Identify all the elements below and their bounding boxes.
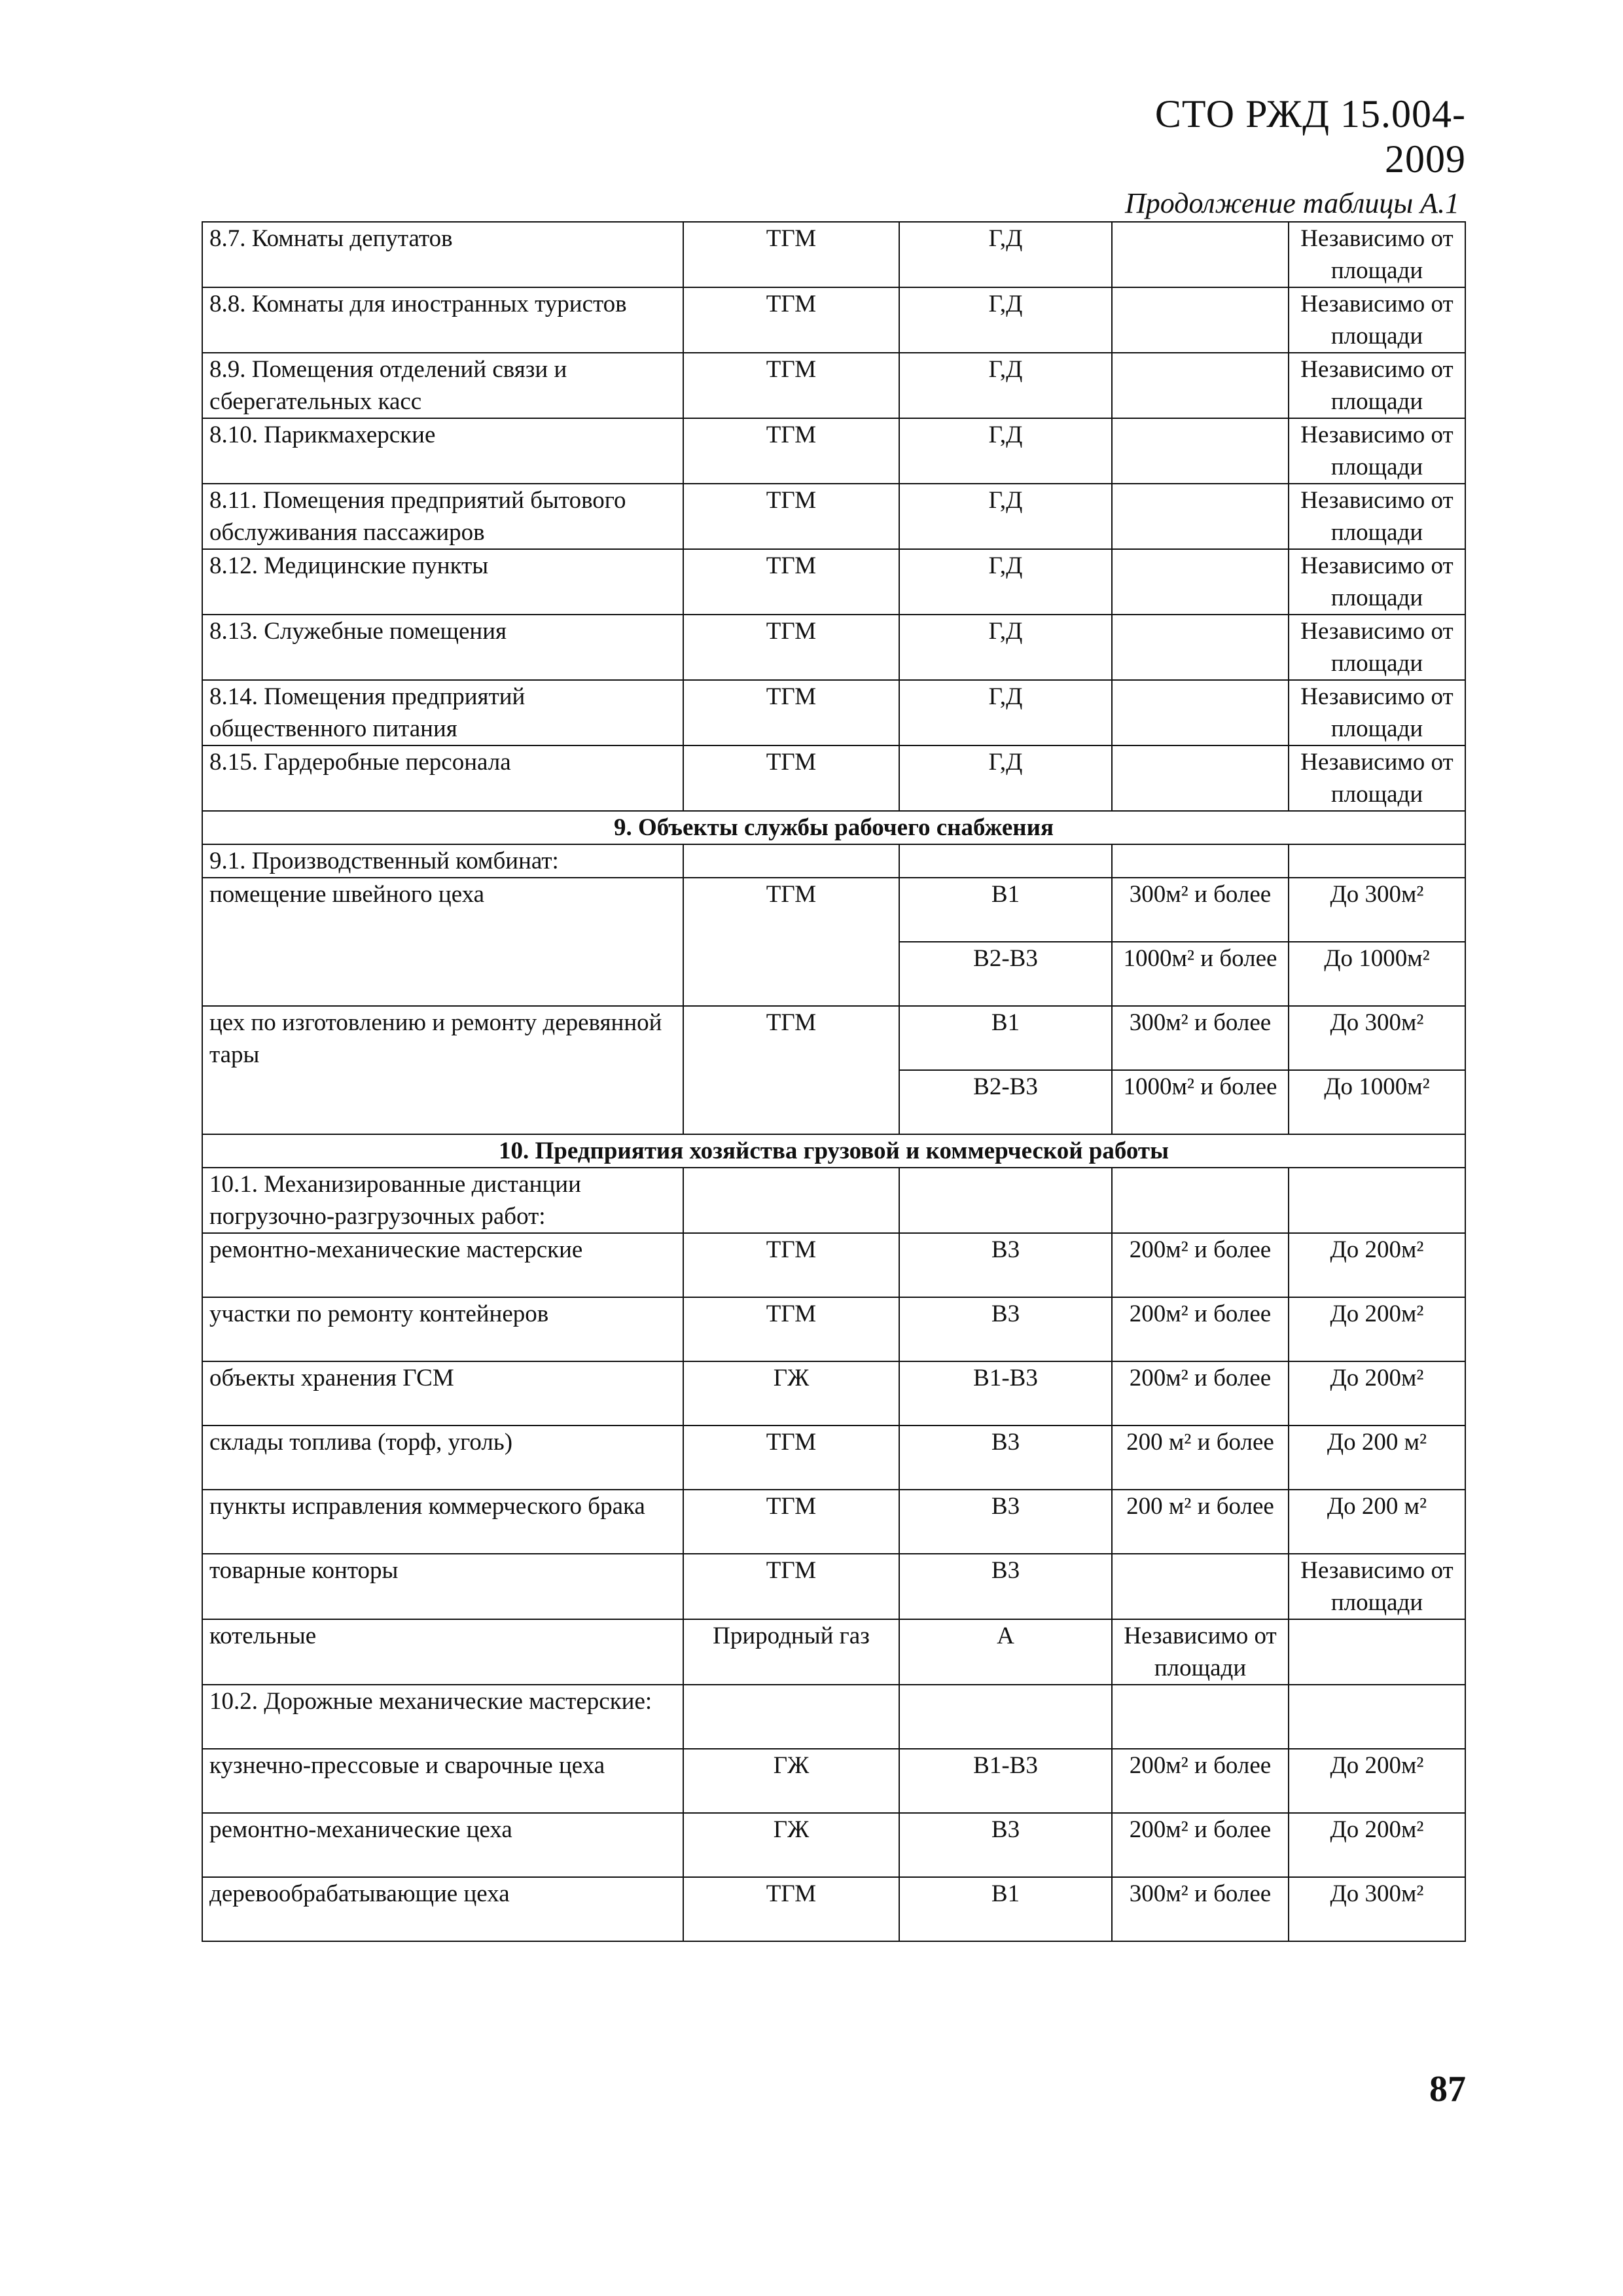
object-name-cell: кузнечно-прессовые и сварочные цеха	[202, 1749, 683, 1813]
category-cell: Г,Д	[899, 745, 1112, 811]
object-name-cell: 8.7. Комнаты депутатов	[202, 222, 683, 287]
area-threshold-cell: 1000м² и более	[1112, 1070, 1289, 1134]
extinguishing-agent-cell: ТГМ	[683, 680, 899, 745]
category-cell	[899, 1685, 1112, 1749]
category-cell	[899, 1168, 1112, 1233]
object-name-cell: 10.2. Дорожные механические мастерские:	[202, 1685, 683, 1749]
area-range-cell: До 200 м²	[1289, 1426, 1465, 1490]
area-range-cell: Независимо от площади	[1289, 549, 1465, 615]
area-range-cell: Независимо от площади	[1289, 353, 1465, 418]
area-threshold-cell	[1112, 1685, 1289, 1749]
object-name-cell: деревообрабатывающие цеха	[202, 1877, 683, 1941]
area-range-cell: До 300м²	[1289, 1006, 1465, 1070]
area-range-cell: Независимо от площади	[1289, 1554, 1465, 1619]
table-row	[202, 1361, 1465, 1426]
object-name-cell: 8.10. Парикмахерские	[202, 418, 683, 484]
object-name-cell: 8.14. Помещения предприятий общественного питания	[202, 680, 683, 745]
extinguishing-agent-cell: ГЖ	[683, 1361, 899, 1426]
object-name-cell: участки по ремонту контейнеров	[202, 1297, 683, 1361]
table-row	[202, 418, 1465, 484]
fire-extinguishing-table	[202, 221, 1465, 1942]
extinguishing-agent-cell: ТГМ	[683, 1490, 899, 1554]
area-threshold-cell: 300м² и более	[1112, 1006, 1289, 1070]
category-cell: В3	[899, 1233, 1112, 1297]
area-range-cell: До 300м²	[1289, 1877, 1465, 1941]
table-row	[202, 1619, 1465, 1685]
object-name-cell: цех по изготовлению и ремонту деревянной тары	[202, 1006, 683, 1134]
extinguishing-agent-cell: ТГМ	[683, 878, 899, 1006]
area-range-cell: До 200м²	[1289, 1813, 1465, 1877]
extinguishing-agent-cell	[683, 844, 899, 878]
object-name-cell: ремонтно-механические мастерские	[202, 1233, 683, 1297]
extinguishing-agent-cell	[683, 1168, 899, 1233]
extinguishing-agent-cell: ТГМ	[683, 1877, 899, 1941]
object-name-cell: 8.13. Служебные помещения	[202, 615, 683, 680]
area-threshold-cell	[1112, 1554, 1289, 1619]
extinguishing-agent-cell: ТГМ	[683, 1426, 899, 1490]
category-cell: В1-В3	[899, 1749, 1112, 1813]
extinguishing-agent-cell: Природный газ	[683, 1619, 899, 1685]
area-range-cell: До 200м²	[1289, 1233, 1465, 1297]
category-cell: Г,Д	[899, 353, 1112, 418]
table-row	[202, 353, 1465, 418]
table-row	[202, 484, 1465, 549]
section-row	[202, 1134, 1465, 1168]
object-name-cell: помещение швейного цеха	[202, 878, 683, 1006]
area-range-cell: До 200м²	[1289, 1749, 1465, 1813]
area-range-cell: Независимо от площади	[1289, 484, 1465, 549]
section-row	[202, 811, 1465, 844]
table-row	[202, 1813, 1465, 1877]
area-range-cell: До 200м²	[1289, 1297, 1465, 1361]
area-threshold-cell: 300м² и более	[1112, 1877, 1289, 1941]
area-threshold-cell: 200м² и более	[1112, 1749, 1289, 1813]
area-threshold-cell: 300м² и более	[1112, 878, 1289, 942]
area-range-cell	[1289, 844, 1465, 878]
category-cell: Г,Д	[899, 549, 1112, 615]
area-range-cell: До 1000м²	[1289, 942, 1465, 1006]
category-cell: В3	[899, 1297, 1112, 1361]
object-name-cell: 10.1. Механизированные дистанции погрузочно-разгрузочных работ:	[202, 1168, 683, 1233]
area-threshold-cell	[1112, 418, 1289, 484]
category-cell: В1	[899, 1877, 1112, 1941]
category-cell: В3	[899, 1554, 1112, 1619]
category-cell: Г,Д	[899, 680, 1112, 745]
object-name-cell: 8.9. Помещения отделений связи и сберегательных касс	[202, 353, 683, 418]
area-threshold-cell	[1112, 1168, 1289, 1233]
object-name-cell: 8.12. Медицинские пункты	[202, 549, 683, 615]
category-cell: В2-В3	[899, 1070, 1112, 1134]
object-name-cell: котельные	[202, 1619, 683, 1685]
category-cell	[899, 844, 1112, 878]
table-row	[202, 1685, 1465, 1749]
area-range-cell	[1289, 1619, 1465, 1685]
table-row	[202, 1297, 1465, 1361]
area-range-cell: До 300м²	[1289, 878, 1465, 942]
area-range-cell: Независимо от площади	[1289, 615, 1465, 680]
object-name-cell: 8.11. Помещения предприятий бытового обслуживания пассажиров	[202, 484, 683, 549]
area-threshold-cell	[1112, 615, 1289, 680]
table-row	[202, 1490, 1465, 1554]
section-title: 10. Предприятия хозяйства грузовой и коммерческой работы	[202, 1134, 1465, 1168]
object-name-cell: объекты хранения ГСМ	[202, 1361, 683, 1426]
area-threshold-cell	[1112, 844, 1289, 878]
object-name-cell: 9.1. Производственный комбинат:	[202, 844, 683, 878]
area-threshold-cell	[1112, 222, 1289, 287]
area-threshold-cell: 200м² и более	[1112, 1361, 1289, 1426]
extinguishing-agent-cell: ТГМ	[683, 1554, 899, 1619]
category-cell: В3	[899, 1426, 1112, 1490]
area-threshold-cell	[1112, 745, 1289, 811]
category-cell: Г,Д	[899, 222, 1112, 287]
area-range-cell: До 200м²	[1289, 1361, 1465, 1426]
table-row	[202, 1168, 1465, 1233]
extinguishing-agent-cell: ТГМ	[683, 1297, 899, 1361]
area-range-cell: Независимо от площади	[1289, 745, 1465, 811]
area-threshold-cell	[1112, 680, 1289, 745]
extinguishing-agent-cell: ТГМ	[683, 418, 899, 484]
extinguishing-agent-cell: ТГМ	[683, 745, 899, 811]
requirements-table	[202, 221, 1466, 1942]
table-row	[202, 1554, 1465, 1619]
area-threshold-cell: 200 м² и более	[1112, 1490, 1289, 1554]
object-name-cell: товарные конторы	[202, 1554, 683, 1619]
extinguishing-agent-cell: ТГМ	[683, 484, 899, 549]
area-threshold-cell: 200м² и более	[1112, 1297, 1289, 1361]
page-number: 87	[1429, 2069, 1466, 2109]
area-threshold-cell	[1112, 549, 1289, 615]
object-name-cell: склады топлива (торф, уголь)	[202, 1426, 683, 1490]
area-threshold-cell: 200м² и более	[1112, 1813, 1289, 1877]
extinguishing-agent-cell: ТГМ	[683, 549, 899, 615]
extinguishing-agent-cell: ТГМ	[683, 353, 899, 418]
table-row	[202, 1006, 1465, 1070]
area-range-cell: До 200 м²	[1289, 1490, 1465, 1554]
extinguishing-agent-cell: ГЖ	[683, 1813, 899, 1877]
extinguishing-agent-cell: ТГМ	[683, 222, 899, 287]
table-row	[202, 844, 1465, 878]
table-row	[202, 1233, 1465, 1297]
area-threshold-cell: 1000м² и более	[1112, 942, 1289, 1006]
category-cell: В3	[899, 1490, 1112, 1554]
table-row	[202, 680, 1465, 745]
extinguishing-agent-cell	[683, 1685, 899, 1749]
table-row	[202, 615, 1465, 680]
category-cell: Г,Д	[899, 287, 1112, 353]
table-row	[202, 1877, 1465, 1941]
extinguishing-agent-cell: ТГМ	[683, 615, 899, 680]
area-threshold-cell	[1112, 353, 1289, 418]
table-row	[202, 222, 1465, 287]
category-cell: Г,Д	[899, 615, 1112, 680]
area-threshold-cell: 200м² и более	[1112, 1233, 1289, 1297]
extinguishing-agent-cell: ТГМ	[683, 1233, 899, 1297]
area-range-cell: Независимо от площади	[1289, 287, 1465, 353]
section-title: 9. Объекты службы рабочего снабжения	[202, 811, 1465, 844]
area-threshold-cell: 200 м² и более	[1112, 1426, 1289, 1490]
area-threshold-cell	[1112, 484, 1289, 549]
area-range-cell: Независимо от площади	[1289, 418, 1465, 484]
category-cell: В3	[899, 1813, 1112, 1877]
area-range-cell: Независимо от площади	[1289, 222, 1465, 287]
table-row	[202, 745, 1465, 811]
area-threshold-cell	[1112, 287, 1289, 353]
extinguishing-agent-cell: ТГМ	[683, 287, 899, 353]
table-row	[202, 878, 1465, 942]
table-row	[202, 549, 1465, 615]
category-cell: В1-В3	[899, 1361, 1112, 1426]
extinguishing-agent-cell: ТГМ	[683, 1006, 899, 1134]
document-code-header: СТО РЖД 15.004-2009	[1154, 92, 1466, 181]
category-cell: В1	[899, 878, 1112, 942]
area-range-cell: До 1000м²	[1289, 1070, 1465, 1134]
table-body	[202, 222, 1465, 1941]
area-range-cell	[1289, 1685, 1465, 1749]
table-row	[202, 1749, 1465, 1813]
area-threshold-cell: Независимо от площади	[1112, 1619, 1289, 1685]
category-cell: А	[899, 1619, 1112, 1685]
area-range-cell: Независимо от площади	[1289, 680, 1465, 745]
category-cell: Г,Д	[899, 418, 1112, 484]
object-name-cell: 8.15. Гардеробные персонала	[202, 745, 683, 811]
object-name-cell: пункты исправления коммерческого брака	[202, 1490, 683, 1554]
object-name-cell: ремонтно-механические цеха	[202, 1813, 683, 1877]
extinguishing-agent-cell: ГЖ	[683, 1749, 899, 1813]
object-name-cell: 8.8. Комнаты для иностранных туристов	[202, 287, 683, 353]
area-range-cell	[1289, 1168, 1465, 1233]
table-continuation-caption: Продолжение таблицы А.1	[1125, 187, 1459, 219]
category-cell: В1	[899, 1006, 1112, 1070]
table-row	[202, 287, 1465, 353]
category-cell: Г,Д	[899, 484, 1112, 549]
table-row	[202, 1426, 1465, 1490]
category-cell: В2-В3	[899, 942, 1112, 1006]
